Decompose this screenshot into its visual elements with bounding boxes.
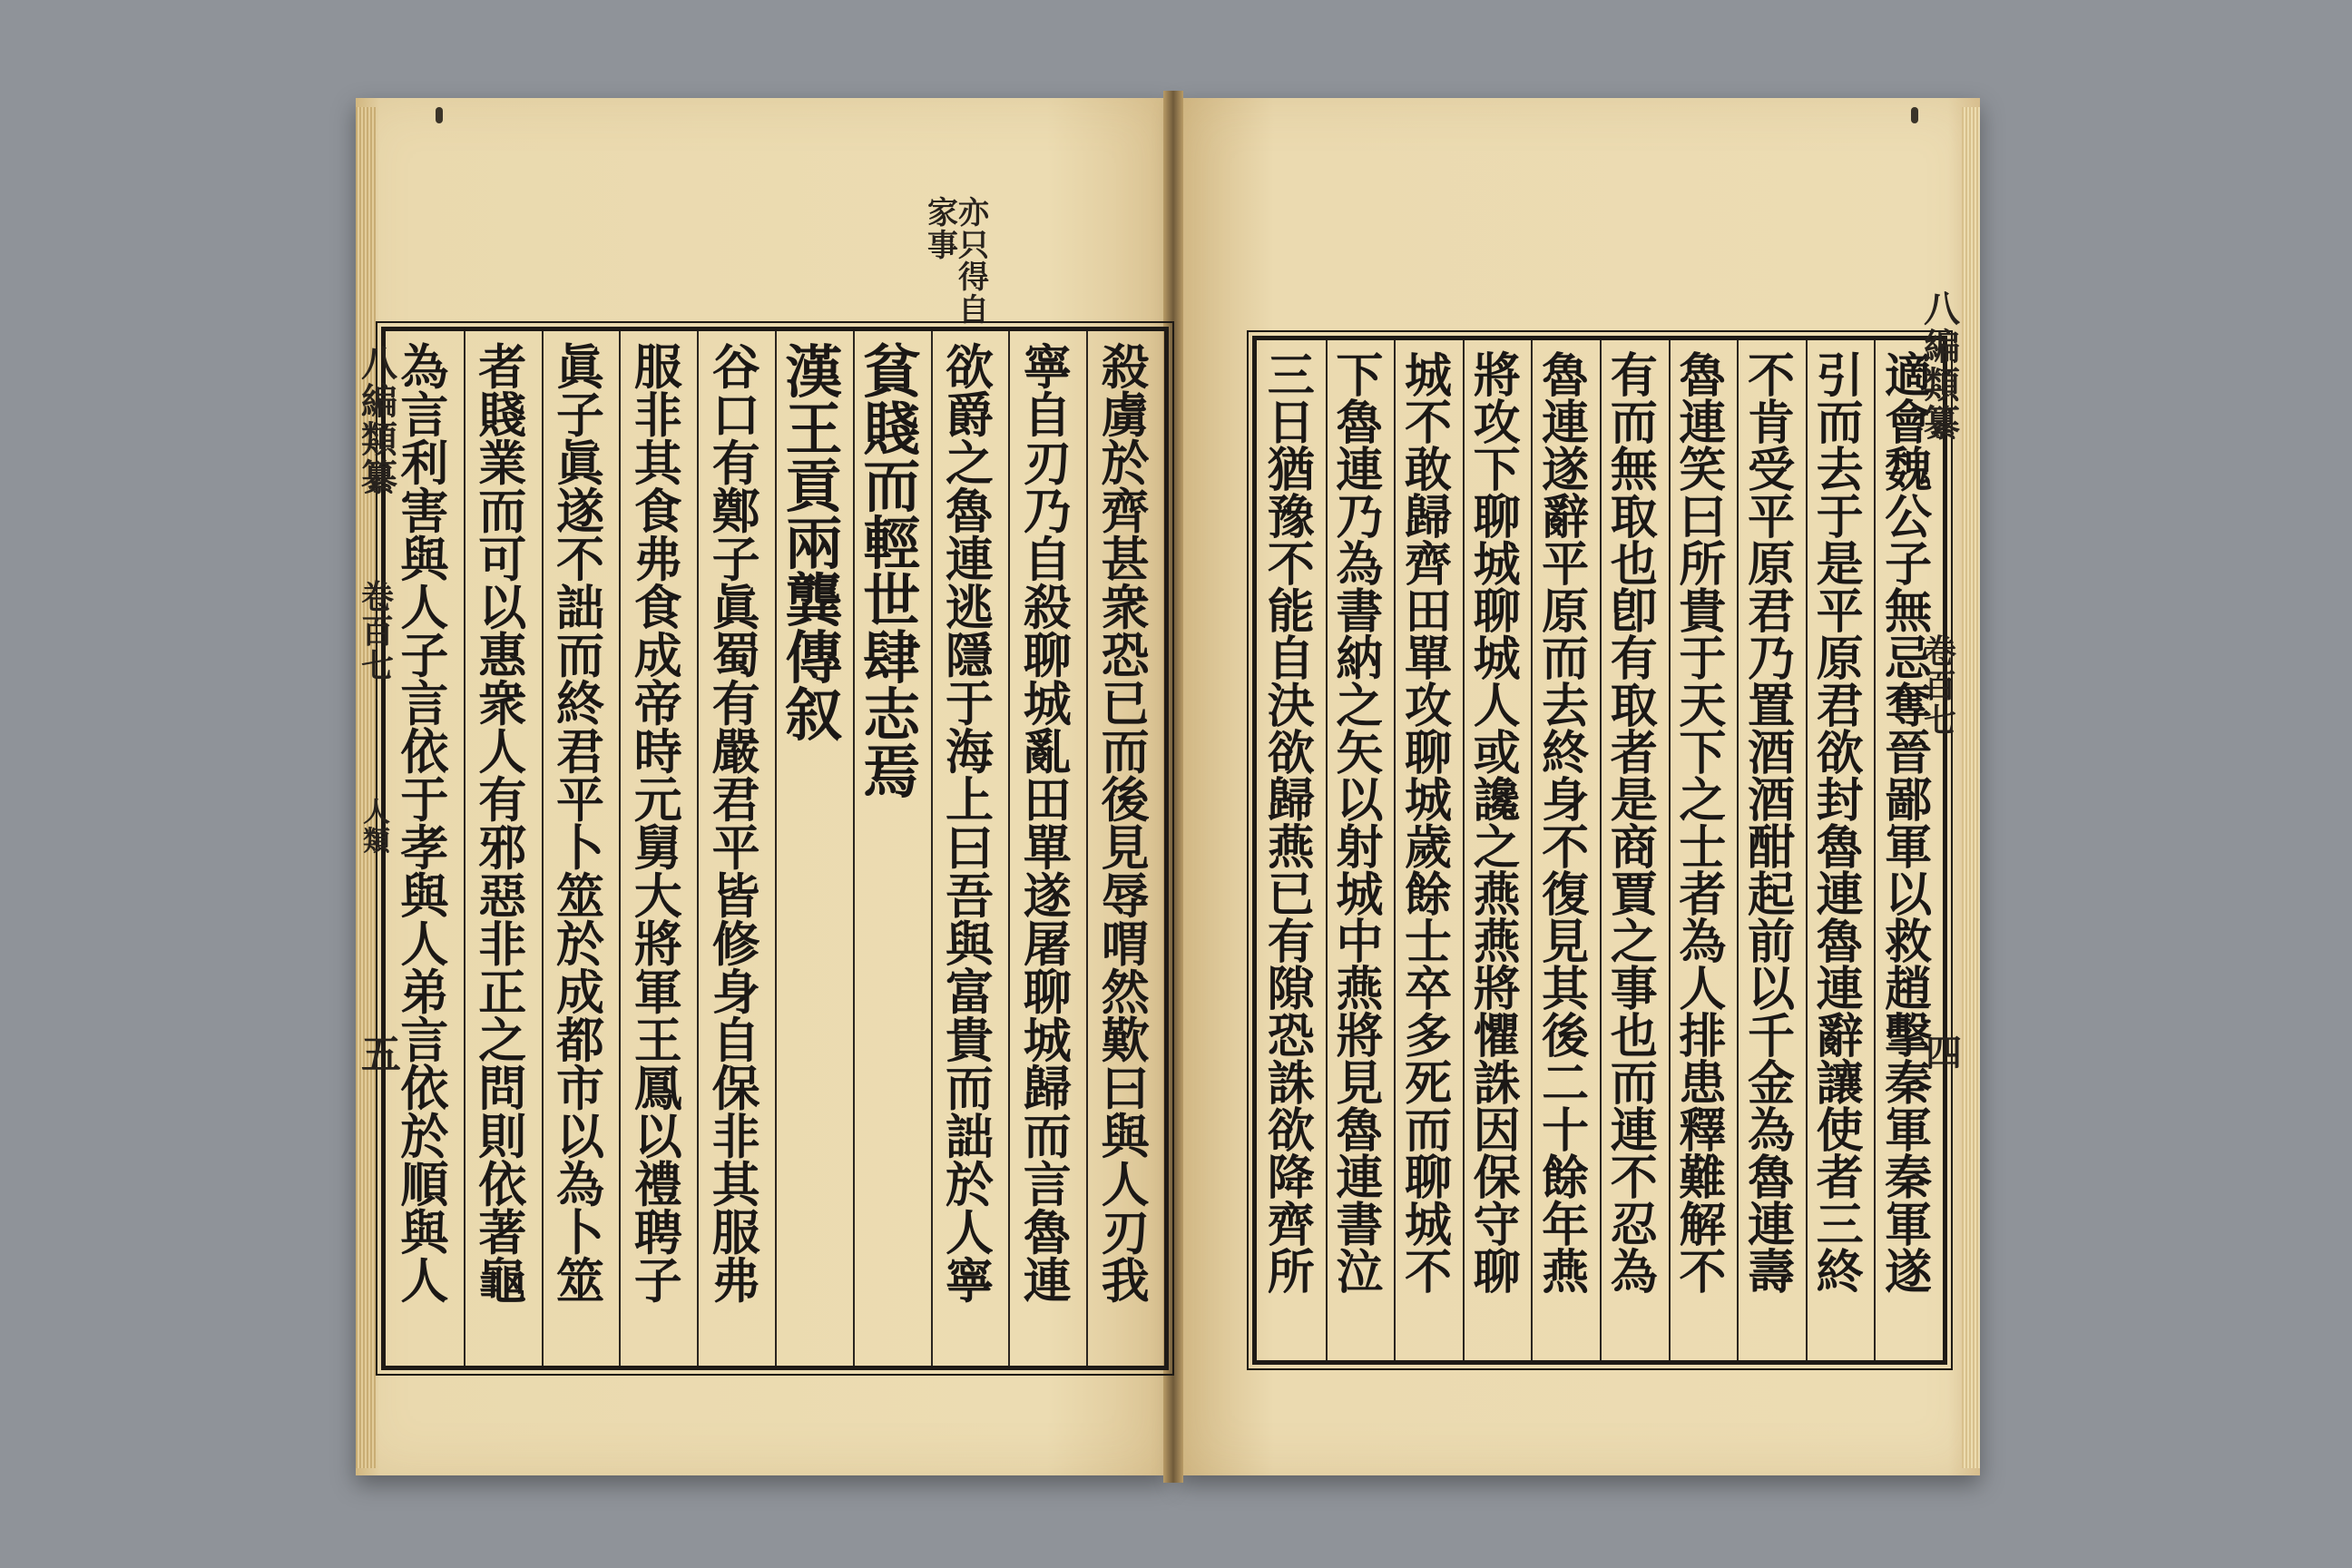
left-text-column: 寧 自 刃 乃 自 殺 聊 城 亂 田 單 遂 屠 聊 城 歸 而 言 魯 連 bbox=[1023, 339, 1072, 1309]
left-edge-title: 八 編 類 纂 bbox=[361, 342, 397, 499]
left-text-column: 谷 口 有 鄭 子 眞 蜀 有 嚴 君 平 皆 修 身 自 保 非 其 服 弗 bbox=[711, 339, 760, 1309]
left-text-column: 貧 賤 而 輕 世 肆 志 焉 bbox=[863, 338, 921, 806]
right-text-column: 適 會 魏 公 子 無 忌 奪 晉 鄙 軍 以 救 趙 擊 秦 軍 秦 軍 遂 bbox=[1885, 348, 1933, 1300]
binding-hole-right bbox=[1911, 107, 1918, 123]
column-rule bbox=[1737, 340, 1739, 1360]
column-rule bbox=[931, 331, 933, 1366]
right-text-column: 引 而 去 于 是 平 原 君 欲 封 魯 連 魯 連 辭 讓 使 者 三 終 bbox=[1816, 348, 1864, 1300]
right-text-column: 有 而 無 取 也 卽 有 取 者 是 商 賈 之 事 也 而 連 不 忍 為 bbox=[1610, 348, 1658, 1300]
column-rule bbox=[1394, 340, 1396, 1360]
column-rule bbox=[1600, 340, 1602, 1360]
column-rule bbox=[1874, 340, 1876, 1360]
left-text-frame bbox=[381, 327, 1169, 1370]
column-rule bbox=[464, 331, 466, 1366]
right-edge-volume: 卷 百 七 bbox=[1924, 632, 1957, 740]
column-rule bbox=[1086, 331, 1088, 1366]
left-text-column: 殺 虜 於 齊 甚 衆 恐 已 而 後 見 辱 喟 然 歎 曰 與 人 刃 我 bbox=[1101, 339, 1150, 1309]
column-rule bbox=[775, 331, 777, 1366]
right-text-column: 下 魯 連 乃 為 書 納 之 矢 以 射 城 中 燕 將 見 魯 連 書 泣 bbox=[1336, 348, 1384, 1300]
column-rule bbox=[619, 331, 621, 1366]
left-page-edge bbox=[356, 107, 376, 1468]
binding-hole-left bbox=[436, 107, 443, 123]
column-rule bbox=[1669, 340, 1671, 1360]
right-page-edge bbox=[1962, 107, 1980, 1468]
column-rule bbox=[542, 331, 544, 1366]
right-text-column: 魯 連 笑 曰 所 貴 于 天 下 之 士 者 為 人 排 患 釋 難 解 不 bbox=[1679, 348, 1727, 1300]
column-rule bbox=[1326, 340, 1328, 1360]
left-text-column: 欲 爵 之 魯 連 逃 隱 于 海 上 曰 吾 與 富 貴 而 詘 於 人 寧 bbox=[945, 339, 994, 1309]
left-edge-volume: 卷 百 七 bbox=[361, 578, 395, 685]
right-page-number: 四 bbox=[1926, 1032, 1962, 1074]
margin-note-col-2: 家 事 bbox=[927, 195, 958, 264]
column-rule bbox=[1463, 340, 1465, 1360]
right-text-column: 魯 連 遂 辭 平 原 而 去 終 身 不 復 見 其 後 二 十 餘 年 燕 bbox=[1542, 348, 1590, 1300]
right-edge-title: 八 編 類 纂 bbox=[1924, 288, 1960, 445]
right-text-frame bbox=[1252, 336, 1947, 1365]
column-rule bbox=[853, 331, 855, 1366]
left-edge-category: 人 類 bbox=[363, 797, 390, 858]
left-text-column: 漢 王 貢 兩 龔 傳 叙 bbox=[785, 338, 843, 749]
left-text-column: 服 非 其 食 弗 食 成 帝 時 元 舅 大 將 軍 王 鳳 以 禮 聘 子 bbox=[633, 339, 682, 1309]
left-page-number: 五 bbox=[361, 1032, 401, 1078]
right-text-column: 不 肯 受 平 原 君 乃 置 酒 酒 酣 起 前 以 千 金 為 魯 連 壽 bbox=[1747, 348, 1795, 1300]
right-text-column: 三 日 猶 豫 不 能 自 決 欲 歸 燕 已 有 隙 恐 誅 欲 降 齊 所 bbox=[1267, 348, 1315, 1300]
margin-note-col-1: 亦 只 得 自 bbox=[958, 195, 989, 329]
column-rule bbox=[1008, 331, 1010, 1366]
right-text-column: 將 攻 下 聊 城 聊 城 人 或 讒 之 燕 燕 將 懼 誅 因 保 守 聊 bbox=[1473, 348, 1521, 1300]
right-text-column: 城 不 敢 歸 齊 田 單 攻 聊 城 歲 餘 士 卒 多 死 而 聊 城 不 bbox=[1404, 348, 1452, 1300]
column-rule bbox=[1806, 340, 1808, 1360]
left-text-column: 為 言 利 害 與 人 子 言 依 于 孝 與 人 弟 言 依 於 順 與 人 bbox=[400, 339, 449, 1309]
left-text-column: 者 賤 業 而 可 以 惠 衆 人 有 邪 惡 非 正 之 問 則 依 著 龜 bbox=[478, 339, 527, 1309]
column-rule bbox=[697, 331, 699, 1366]
left-text-column: 眞 子 眞 遂 不 詘 而 終 君 平 卜 筮 於 成 都 市 以 為 卜 筮 bbox=[555, 339, 604, 1309]
column-rule bbox=[1531, 340, 1533, 1360]
